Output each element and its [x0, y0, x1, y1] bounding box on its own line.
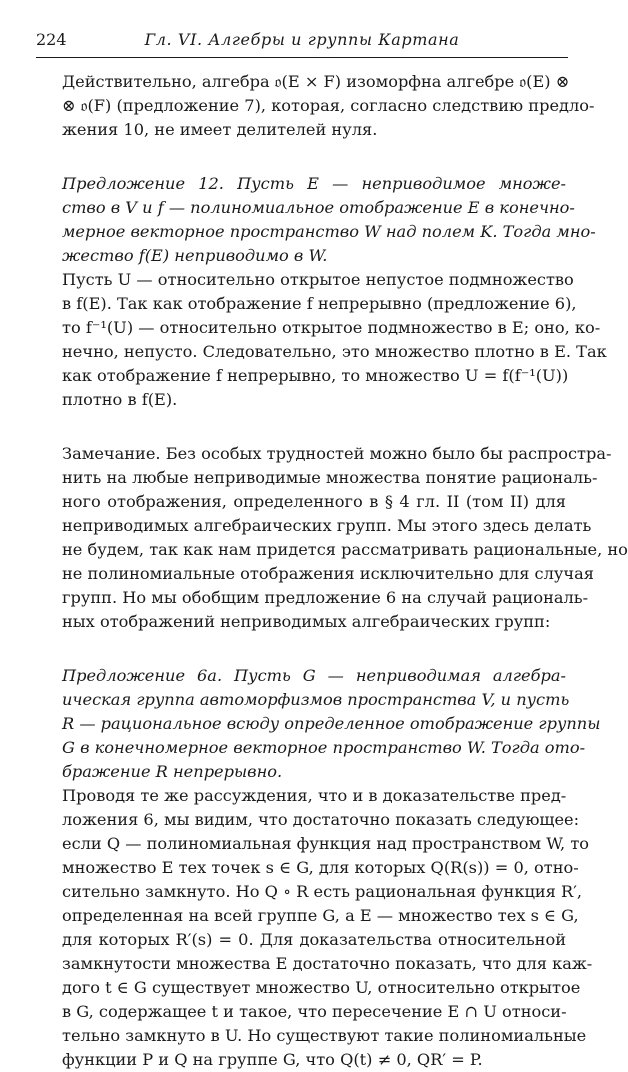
text-line: плотно в f(E).: [62, 390, 178, 409]
text-line: ложения 6, мы видим, что достаточно показать следующее:: [62, 810, 580, 829]
paragraph-algebra-isomorphism: [62, 70, 595, 142]
text-line: G в конечномерное векторное пространство W. Тогда ото-: [62, 738, 586, 757]
text-line: функции P и Q на группе G, что Q(t) ≠ 0, QR′ = P.: [62, 1050, 483, 1069]
text-line: неприводимых алгебраических групп. Мы этого здесь делать: [62, 516, 592, 535]
text-line: для которых R′(s) = 0. Для доказательства относительной: [62, 930, 566, 949]
text-line: как отображение f непрерывно, то множество U = f(f⁻¹(U)): [62, 366, 569, 385]
proposition-6a: [62, 664, 601, 784]
proof-proposition-6a: [62, 784, 593, 1072]
proof-proposition-12: [62, 268, 607, 412]
text-line: Предложение 6а. Пусть G — неприводимая алгебра-: [62, 666, 566, 685]
text-line: Пусть U — относительно открытое непустое подмножество: [62, 270, 574, 289]
text-line: дого t ∈ G существует множество U, относительно открытое: [62, 978, 581, 997]
text-line: Проводя те же рассуждения, что и в доказательстве пред-: [62, 786, 567, 805]
text-line: ных отображений неприводимых алгебраических групп:: [62, 612, 551, 631]
text-line: сительно замкнуто. Но Q ∘ R есть рациональная функция R′,: [62, 882, 583, 901]
remark: [62, 442, 628, 634]
text-line: нить на любые неприводимые множества понятие рациональ-: [62, 468, 598, 487]
text-line: не полиномиальные отображения исключительно для случая: [62, 564, 594, 583]
text-line: то f⁻¹(U) — относительно открытое подмножество в E; оно, ко-: [62, 318, 601, 337]
page-number: 224: [36, 30, 67, 49]
text-line: R — рациональное всюду определенное отображение группы: [62, 714, 601, 733]
text-line: групп. Но мы обобщим предложение 6 на случай рациональ-: [62, 588, 589, 607]
text-line: определенная на всей группе G, а E — множество тех s ∈ G,: [62, 906, 579, 925]
page-body: [62, 70, 628, 1072]
text-line: тельно замкнуто в U. Но существуют такие полиномиальные: [62, 1026, 587, 1045]
text-line: мерное векторное пространство W над полем K. Тогда мно-: [62, 222, 596, 241]
text-line: ическая группа автоморфизмов пространства V, и пусть: [62, 690, 570, 709]
text-line: ного отображения, определенного в § 4 гл. II (том II) для: [62, 492, 566, 511]
text-line: ство в V и f — полиномиальное отображение E в конечно-: [62, 198, 575, 217]
text-line: Предложение 12. Пусть E — неприводимое множе-: [62, 174, 566, 193]
running-title: Гл. VI. Алгебры и группы Картана: [144, 30, 460, 49]
text-line: ⊗ 𝔬(F) (предложение 7), которая, согласно следствию предло-: [62, 96, 595, 115]
text-line: не будем, так как нам придется рассматривать рациональные, но: [62, 540, 628, 559]
text-line: если Q — полиномиальная функция над пространством W, то: [62, 834, 590, 853]
header-rule: [36, 57, 568, 58]
running-header: [36, 24, 568, 58]
text-line: множество E тех точек s ∈ G, для которых Q(R(s)) = 0, отно-: [62, 858, 579, 877]
text-line: в G, содержащее t и такое, что пересечение E ∩ U относи-: [62, 1002, 567, 1021]
text-line: Замечание. Без особых трудностей можно было бы распростра-: [62, 444, 612, 463]
text-line: замкнутости множества E достаточно показать, что для каж-: [62, 954, 593, 973]
text-line: бражение R непрерывно.: [62, 762, 283, 781]
text-line: жения 10, не имеет делителей нуля.: [62, 120, 378, 139]
proposition-12: [62, 172, 596, 268]
text-line: Действительно, алгебра 𝔬(E × F) изоморфна алгебре 𝔬(E) ⊗: [62, 72, 570, 91]
text-line: жество f(E) неприводимо в W.: [62, 246, 328, 265]
text-line: нечно, непусто. Следовательно, это множество плотно в E. Так: [62, 342, 607, 361]
text-line: в f(E). Так как отображение f непрерывно (предложение 6),: [62, 294, 577, 313]
